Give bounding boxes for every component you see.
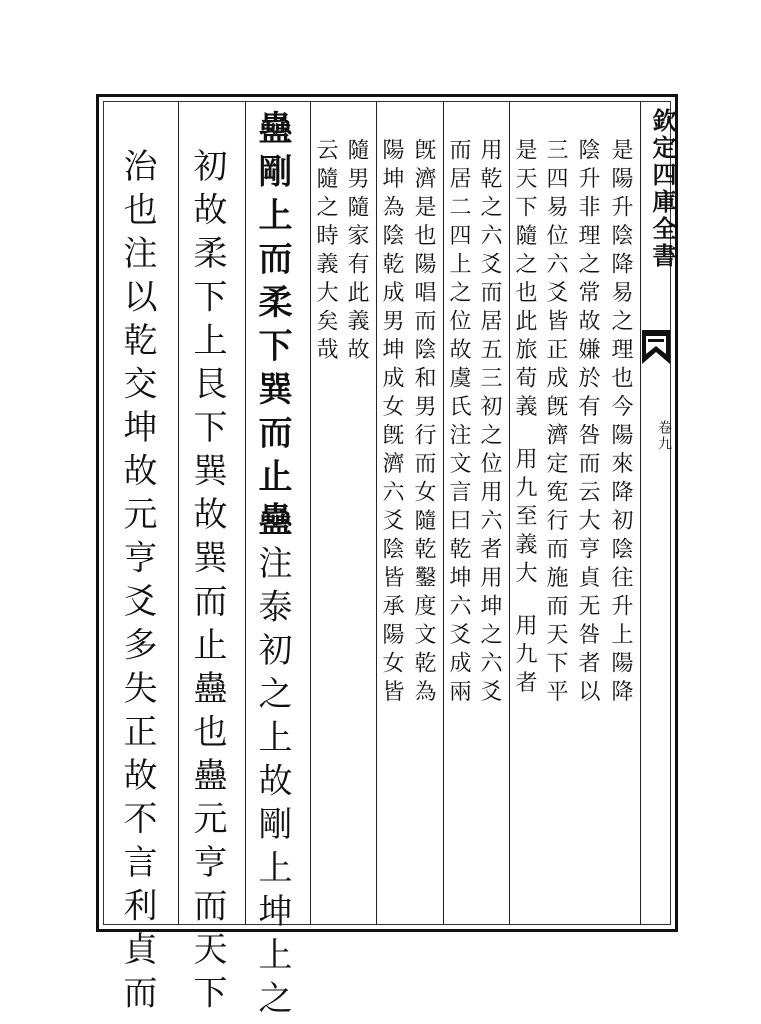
text-column: 陽坤為陰乾成男坤成女旣濟六爻陰皆承陽女皆: [379, 138, 404, 708]
column-rule: [509, 101, 510, 925]
text-column: 云隨之時義大矣哉: [313, 138, 338, 366]
book-title: 欽定四庫全書: [648, 108, 677, 270]
column-rule: [376, 101, 377, 925]
text-run: 用九至義大: [512, 447, 537, 590]
volume-label: 卷九: [656, 420, 672, 452]
text-column: 用乾之六爻而居五三初之位用六者用坤之六爻: [477, 138, 502, 708]
column-rule: [245, 101, 246, 925]
text-column: 初故柔下上艮下巽故巽而止蠱也蠱元亨而天下: [187, 148, 227, 1018]
main-text: 蠱剛上而柔下巽而止蠱: [252, 110, 292, 545]
text-column: 旣濟是也陽唱而陰和男行而女隨乾鑿度文乾為: [411, 138, 436, 708]
text-column: 而居二四上之位故虞氏注文言曰乾坤六爻成兩: [446, 138, 471, 708]
text-column: 是陽升陰降易之理也今陽來降初陰往升上陽降: [608, 138, 633, 708]
column-rule: [443, 101, 444, 925]
column-rule: [310, 101, 311, 925]
column-rule: [640, 101, 641, 925]
text-column: 陰升非理之常故嫌於有咎而云大亨貞无咎者以: [575, 138, 600, 708]
text-run: 是天下隨之也此旅荀義: [512, 138, 537, 423]
text-column: [513, 138, 535, 699]
column-rule: [178, 101, 179, 925]
text-column: 隨男隨家有此義故: [344, 138, 369, 366]
text-column: 治也注以乾交坤故元亨爻多失正故不言利貞而: [117, 148, 157, 1018]
text-column: [252, 110, 292, 1024]
text-run: 用九者: [512, 613, 537, 699]
fish-tail-mark-icon: [642, 330, 670, 364]
text-column: 三四易位六爻皆正成旣濟定𡨚行而施而天下平: [543, 138, 568, 708]
commentary-text: 注泰初之上故剛上坤上之: [252, 545, 292, 1024]
